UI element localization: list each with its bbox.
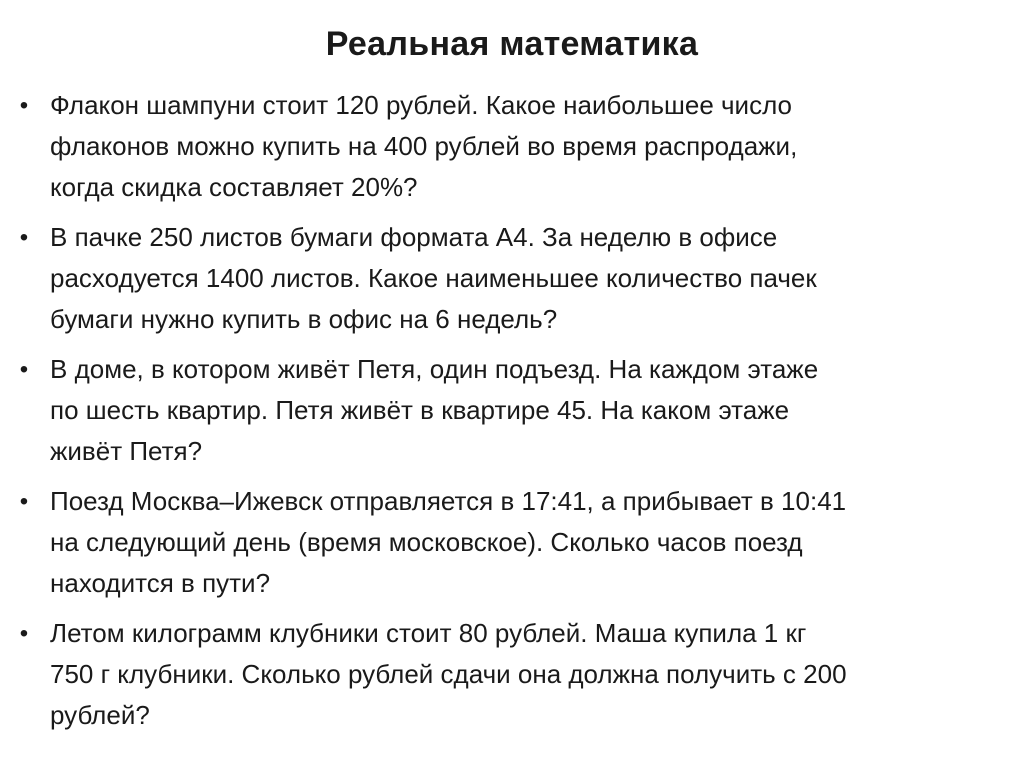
problem-line: по шесть квартир. Петя живёт в квартире 45. На каком этаже [50, 395, 790, 425]
problem-item [14, 217, 1004, 340]
bullet-icon: • [19, 488, 29, 515]
problem-line: Летом килограмм клубники стоит 80 рублей. Маша купила 1 кг [50, 618, 807, 648]
problem-item [14, 481, 1004, 604]
problem-line: на следующий день (время московское). Сколько часов поезд [50, 527, 803, 557]
problem-item [14, 613, 1004, 736]
problem-line: бумаги нужно купить в офис на 6 недель? [50, 304, 558, 334]
problem-line: находится в пути? [50, 568, 271, 598]
bullet-icon: • [19, 92, 29, 119]
problem-line: В доме, в котором живёт Петя, один подъезд. На каждом этаже [50, 354, 819, 384]
problem-line: рублей? [50, 700, 150, 730]
problem-line: 750 г клубники. Сколько рублей сдачи она должна получить с 200 [50, 659, 847, 689]
problem-line: В пачке 250 листов бумаги формата А4. За неделю в офисе [50, 222, 778, 252]
problem-line: когда скидка составляет 20%? [50, 172, 418, 202]
bullet-icon: • [19, 224, 29, 251]
bullet-icon: • [19, 356, 29, 383]
problem-line: живёт Петя? [50, 436, 203, 466]
problem-line: флаконов можно купить на 400 рублей во время распродажи, [50, 131, 798, 161]
problem-item [14, 349, 1004, 472]
problem-item [14, 85, 1004, 208]
problem-line: Поезд Москва–Ижевск отправляется в 17:41, а прибывает в 10:41 [50, 486, 847, 516]
bullet-icon: • [19, 620, 29, 647]
problem-line: расходуется 1400 листов. Какое наименьшее количество пачек [50, 263, 817, 293]
problem-line: Флакон шампуни стоит 120 рублей. Какое наибольшее число [50, 90, 792, 120]
slide-title: Реальная математика [325, 25, 699, 63]
problem-list [14, 85, 1004, 745]
